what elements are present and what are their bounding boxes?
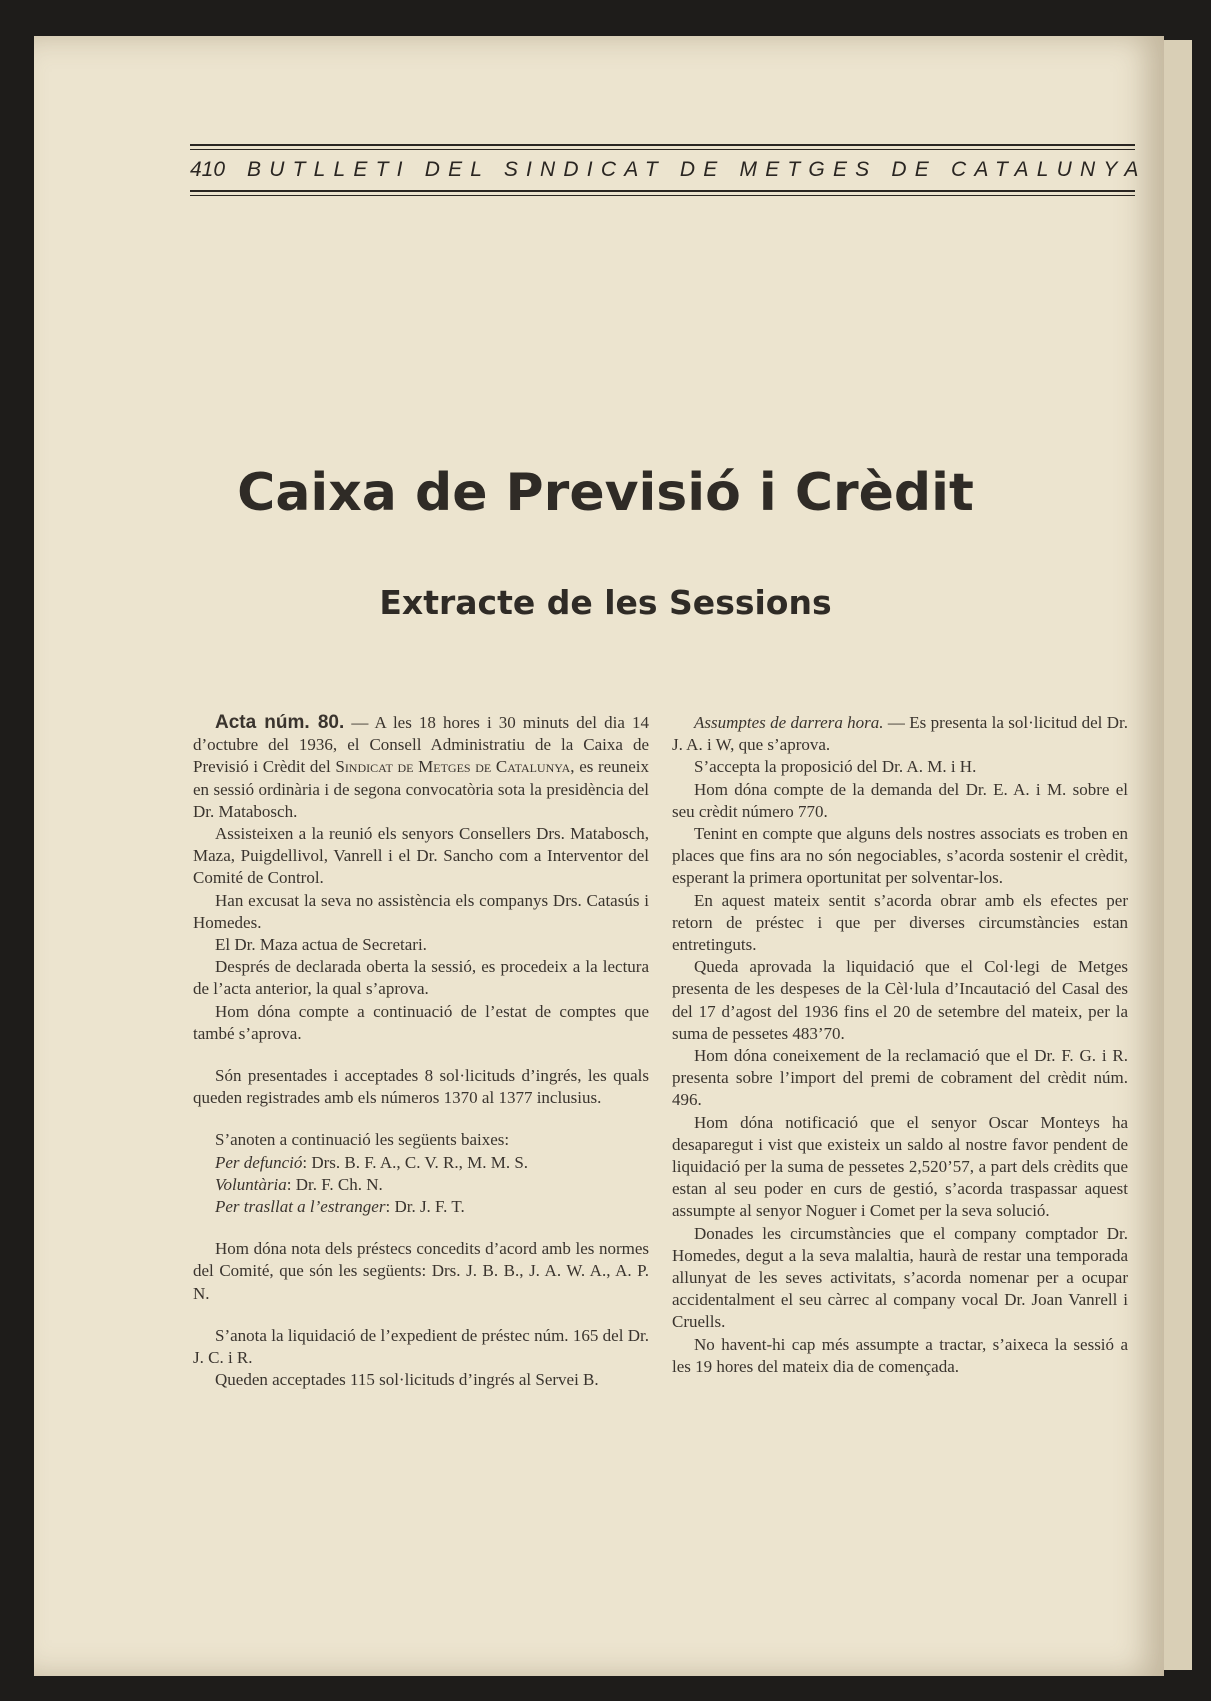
paragraph: S’accepta la proposició del Dr. A. M. i H. — [694, 757, 977, 777]
paragraph: Hom dóna compte a continuació de l’estat de comptes que també s’aprova. — [193, 1001, 649, 1043]
article-title: Caixa de Previsió i Crèdit — [237, 463, 974, 523]
paragraph: Han excusat la seva no assistència els companys Drs. Catasús i Homedes. — [193, 890, 649, 932]
paragraph: No havent-hi cap més assumpte a tractar, s’aixeca la sessió a les 19 hores del mateix dia de començada. — [672, 1334, 1128, 1376]
paragraph: El Dr. Maza actua de Secretari. — [215, 935, 427, 955]
paragraph: Assumptes de darrera hora. — Es presenta la sol·licitud del Dr. J. A. i W, que s’aprova. — [672, 713, 1128, 755]
paragraph: Acta núm. 80. — A les 18 hores i 30 minuts del dia 14 d’octubre del 1936, el Consell Administratiu de la Caixa de Previsió i Crèdit del Sindicat de Metges de Catalunya, es reuneix en sessió ordinària i de segona convocatòria sota la presidència del Dr. Matabosch. — [193, 712, 650, 821]
left-column — [193, 712, 649, 1391]
paragraph: Després de declarada oberta la sessió, es procedeix a la lectura de l’acta anterior, la qual s’aprova. — [193, 957, 649, 999]
paragraph: Tenint en compte que alguns dels nostres associats es troben en places que fins ara no són negociables, s’acorda sostenir el crèdit, esperant la primera oportunitat per solventar-los. — [672, 824, 1128, 888]
paragraph: Queda aprovada la liquidació que el Col·legi de Metges presenta de les despeses de la Cèl·lula d’Incautació del Casal des del 17 d’agost del 1936 fins el 20 de setembre del mateix, per la suma de pessetes 483’70. — [672, 957, 1128, 1043]
paragraph: S’anoten a continuació les següents baixes: — [215, 1130, 510, 1150]
paragraph: Hom dóna notificació que el senyor Oscar Monteys ha desaparegut i vist que existeix un saldo al nostre favor pendent de liquidació per la suma de pessetes 2,520’57, a part dels crèdits que estan al seu poder en curs de gestió, s’acorda traspassar aquest assumpte al senyor Noguer i Comet per la seva solució. — [672, 1112, 1128, 1221]
paragraph: Queden acceptades 115 sol·licituds d’ingrés al Servei B. — [215, 1370, 599, 1390]
paragraph: Són presentades i acceptades 8 sol·licituds d’ingrés, les quals queden registrades amb els números 1370 al 1377 inclusius. — [193, 1066, 649, 1108]
header-rule-bottom — [190, 190, 1135, 192]
header-rule-bottom-thin — [190, 195, 1135, 196]
header-rule-top — [190, 144, 1135, 146]
header-line — [190, 150, 1147, 190]
withdrawal-item: Voluntària: Dr. F. Ch. N. — [215, 1174, 383, 1194]
paragraph: Donades les circumstàncies que el company comptador Dr. Homedes, degut a la seva malaltia, haurà de restar una temporada allunyat de les seves activitats, s’acorda nomenar per a ocupar accidentalment el seu càrrec al company vocal Dr. Joan Vanrell i Cruells. — [672, 1223, 1128, 1332]
paragraph: S’anota la liquidació de l’expedient de préstec núm. 165 del Dr. J. C. i R. — [193, 1325, 649, 1368]
page-edge — [1164, 40, 1192, 1670]
union-name: Sindicat de Metges de Catalunya — [335, 757, 571, 777]
paragraph: Hom dóna coneixement de la reclamació que el Dr. F. G. i R. presenta sobre l’import del premi de cobrament del crèdit núm. 496. — [672, 1046, 1128, 1110]
withdrawal-item: Per trasllat a l’estranger: Dr. J. F. T. — [215, 1197, 465, 1217]
right-column — [672, 712, 1128, 1378]
article-subtitle: Extracte de les Sessions — [379, 583, 832, 622]
running-title: BUTLLETI DEL SINDICAT DE METGES DE CATALUNYA — [247, 158, 1147, 181]
page-number: 410 — [190, 158, 226, 181]
paragraph: Assisteixen a la reunió els senyors Consellers Drs. Matabosch, Maza, Puigdellivol, Vanrell i el Dr. Sancho com a Interventor del Comité de Control. — [193, 824, 649, 888]
paragraph: En aquest mateix sentit s’acorda obrar amb els efectes per retorn de préstec i que per diverses circumstàncies estan entretinguts. — [672, 890, 1128, 955]
withdrawal-item: Per defunció: Drs. B. F. A., C. V. R., M. M. S. — [215, 1152, 529, 1172]
running-header — [190, 144, 1147, 196]
section-label: Assumptes de darrera hora. — [694, 713, 884, 732]
minute-number: Acta núm. 80. — [215, 712, 345, 733]
paragraph: Hom dóna compte de la demanda del Dr. E. A. i M. sobre el seu crèdit número 770. — [672, 779, 1128, 821]
paragraph: Hom dóna nota dels préstecs concedits d’acord amb les normes del Comité, que són les següents: Drs. J. B. B., J. A. W. A., A. P. N. — [193, 1239, 649, 1303]
